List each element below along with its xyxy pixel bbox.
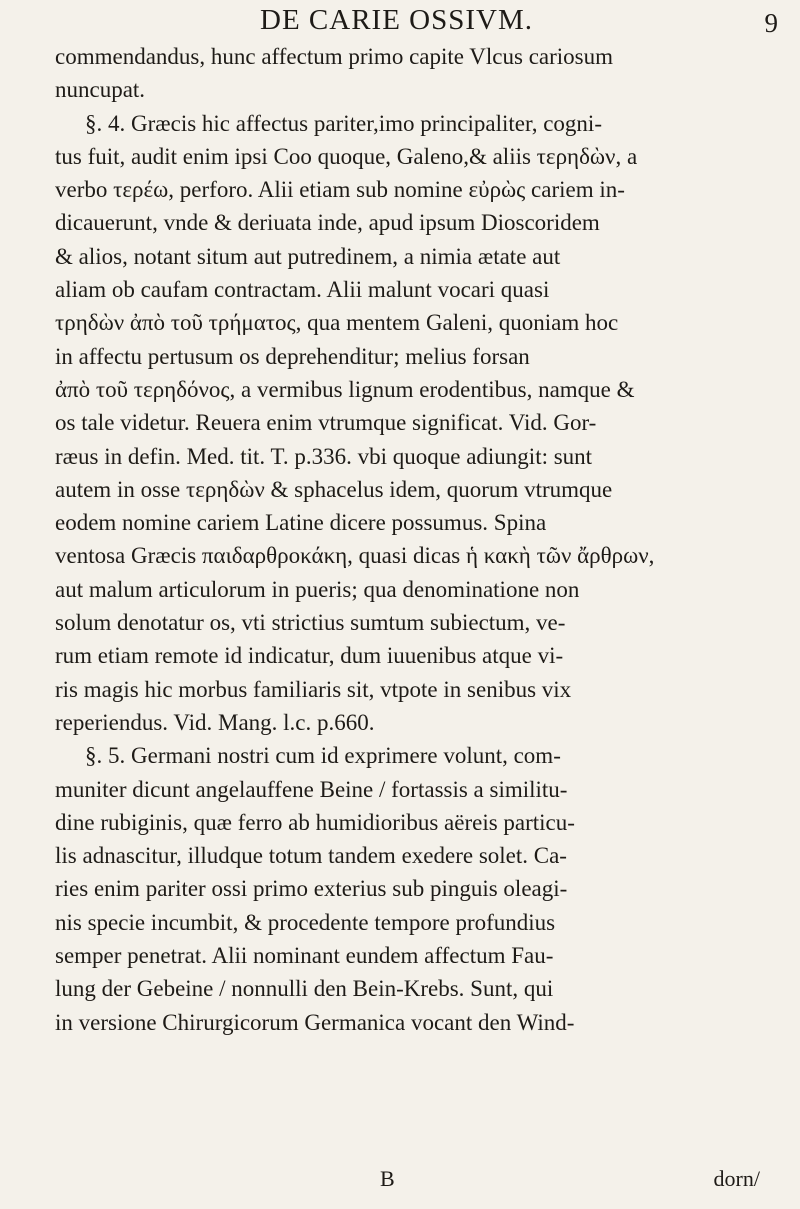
text-line: dicauerunt, vnde & deriuata inde, apud ipsum Dioscoridem: [55, 210, 600, 236]
text-line: semper penetrat. Alii nominant eundem affectum Fau-: [55, 943, 554, 969]
signature-mark: B: [380, 1166, 395, 1191]
text-line: commendandus, hunc affectum primo capite Vlcus cariosum: [55, 44, 614, 69]
text-line: τρηδὼν ἀπὸ τοῦ τρήματος, qua mentem Galeni, quoniam hoc: [55, 310, 619, 336]
text-line: dine rubiginis, quæ ferro ab humidioribus aëreis particu-: [55, 809, 575, 835]
text-line: muniter dicunt angelauffene Beine / fortassis a similitu-: [55, 776, 568, 802]
text-line: aut malum articulorum in pueris; qua denominatione non: [55, 576, 580, 602]
text-line: rum etiam remote id indicatur, dum iuuenibus atque vi-: [55, 643, 564, 669]
text-line: ræus in defin. Med. tit. T. p.336. vbi quoque adiungit: sunt: [55, 443, 593, 469]
catchword: dorn/: [713, 1166, 760, 1191]
text-line: reperiendus. Vid. Mang. l.c. p.660.: [55, 709, 375, 735]
body-text: [55, 40, 800, 1039]
text-line: lung der Gebeine / nonnulli den Bein-Krebs. Sunt, qui: [55, 976, 554, 1002]
text-line: ἀπὸ τοῦ τερηδόνος, a vermibus lignum erodentibus, namque &: [55, 376, 635, 402]
text-line: verbo τερέω, perforo. Alii etiam sub nomine εὐρὼς cariem in-: [55, 177, 625, 203]
text-line: in affectu pertusum os deprehenditur; melius forsan: [55, 343, 530, 369]
text-line: & alios, notant situm aut putredinem, a nimia ætate aut: [55, 243, 561, 269]
text-line: §. 5. Germani nostri cum id exprimere volunt, com-: [85, 743, 561, 769]
text-line: nis specie incumbit, & procedente tempore profundius: [55, 909, 556, 935]
text-line: eodem nomine cariem Latine dicere possumus. Spina: [55, 510, 547, 536]
text-line: autem in osse τερηδὼν & sphacelus idem, quorum vtrumque: [55, 476, 613, 502]
text-line: in versione Chirurgicorum Germanica vocant den Wind-: [55, 1009, 575, 1035]
page-footer: [0, 1166, 800, 1206]
text-line: os tale videtur. Reuera enim vtrumque significat. Vid. Gor-: [55, 410, 597, 436]
text-line: lis adnascitur, illudque totum tandem exedere solet. Ca-: [55, 843, 567, 869]
text-line: tus fuit, audit enim ipsi Coo quoque, Galeno,& aliis τερηδὼν, a: [55, 143, 638, 169]
text-line: ventosa Græcis παιδαρθροκάκη, quasi dicas ἡ κακὴ τῶν ἄρθρων,: [55, 543, 655, 569]
text-line: ris magis hic morbus familiaris sit, vtpote in senibus vix: [55, 676, 572, 702]
running-head: DE CARIE OSSIVM.: [260, 4, 533, 36]
text-line: §. 4. Græcis hic affectus pariter,imo principaliter, cogni-: [85, 110, 602, 136]
text-line: solum denotatur os, vti strictius sumtum subiectum, ve-: [55, 610, 566, 636]
text-line: nuncupat.: [55, 77, 146, 103]
page-number: 9: [764, 8, 778, 38]
text-line: ries enim pariter ossi primo exterius sub pinguis oleagi-: [55, 876, 568, 902]
text-line: aliam ob caufam contractam. Alii malunt vocari quasi: [55, 277, 550, 303]
